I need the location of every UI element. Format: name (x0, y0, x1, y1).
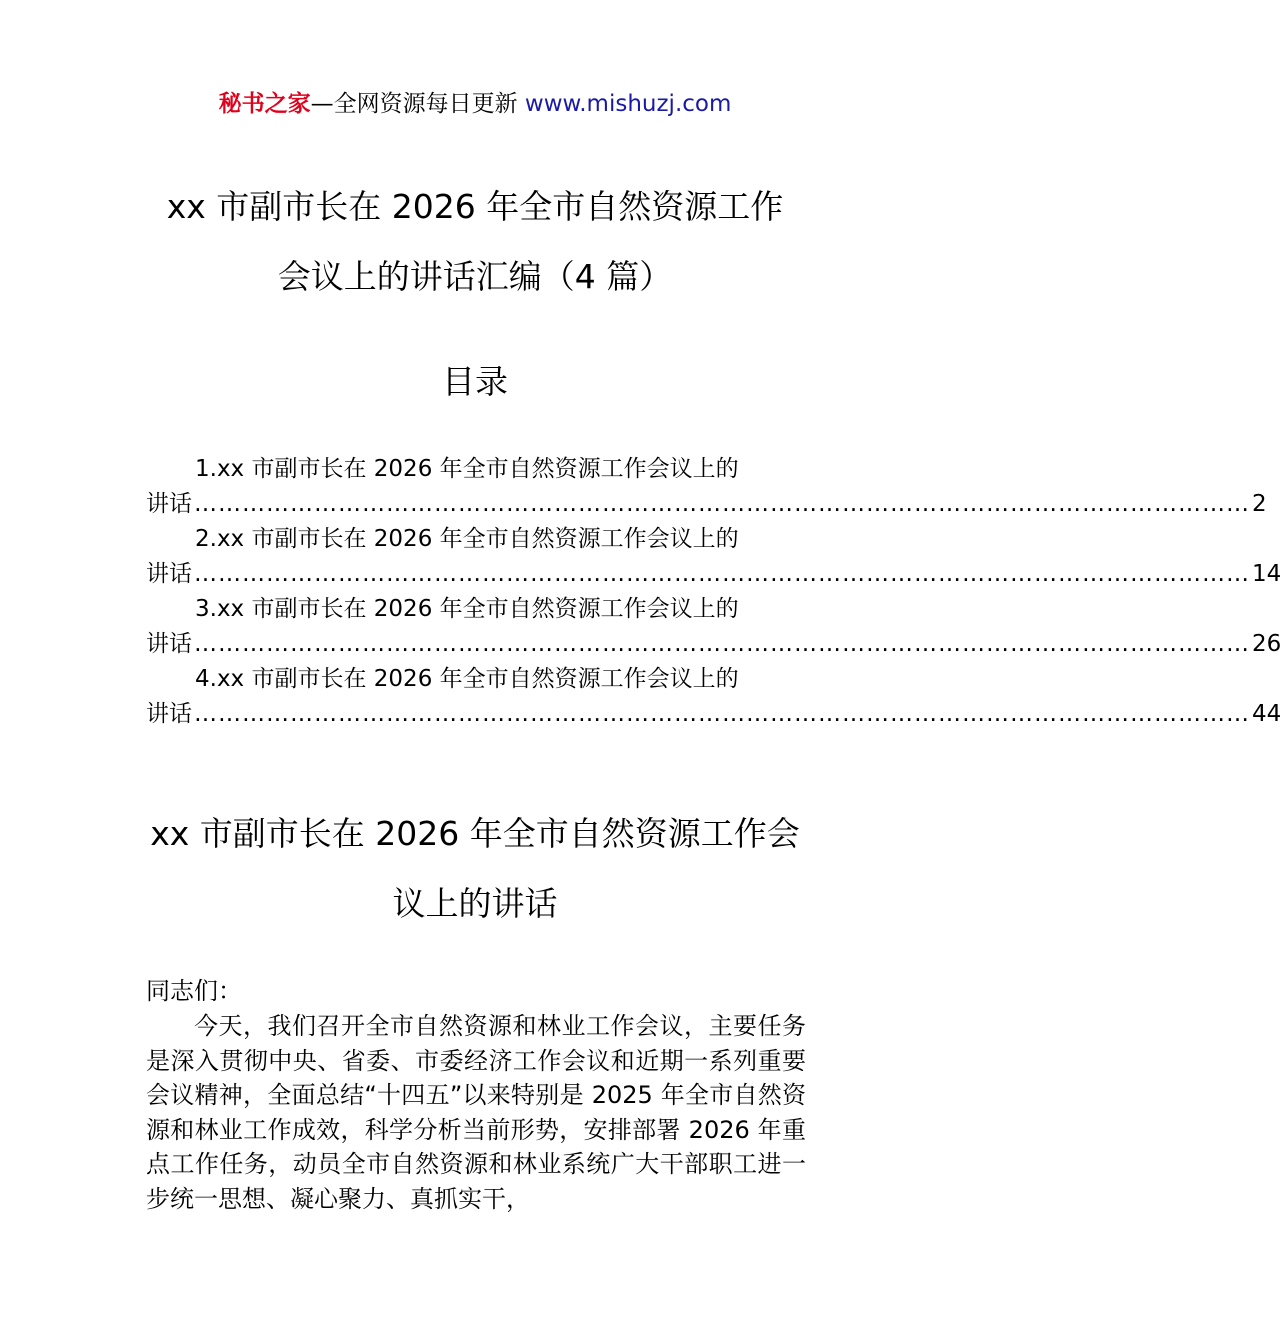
toc-entry-title: 3.xx 市副市长在 2026 年全市自然资源工作会议上的 (195, 596, 739, 622)
table-of-contents (146, 452, 1281, 732)
toc-entry-title-cont: 讲话 (146, 491, 192, 517)
site-header (0, 86, 950, 122)
toc-page-number: 14 (1252, 561, 1281, 587)
toc-entry-title-cont: 讲话 (146, 561, 192, 587)
section-title-line2: 议上的讲话 (392, 884, 558, 923)
toc-entry-title: 4.xx 市副市长在 2026 年全市自然资源工作会议上的 (195, 666, 739, 692)
toc-entry-title: 1.xx 市副市长在 2026 年全市自然资源工作会议上的 (195, 456, 739, 482)
salutation: 同志们： (146, 977, 242, 1005)
header-tagline: —全网资源每日更新 (310, 91, 525, 117)
toc-entry[interactable] (146, 592, 1281, 662)
section-title-line1: xx 市副市长在 2026 年全市自然资源工作会 (150, 814, 800, 853)
toc-entry[interactable] (146, 662, 1281, 732)
toc-leader-dots: …………………………………………………………………………………………………………………… (194, 631, 1250, 657)
document-title-line2: 会议上的讲话汇编（4 篇） (277, 257, 673, 296)
toc-page-number: 26 (1252, 631, 1281, 657)
toc-entry-title: 2.xx 市副市长在 2026 年全市自然资源工作会议上的 (195, 526, 739, 552)
toc-entry[interactable] (146, 452, 1267, 522)
toc-entry-title-cont: 讲话 (146, 701, 192, 727)
document-title-line1: xx 市副市长在 2026 年全市自然资源工作 (166, 187, 784, 226)
toc-leader-dots: …………………………………………………………………………………………………………………… (194, 701, 1250, 727)
body-paragraph: 今天，我们召开全市自然资源和林业工作会议，主要任务是深入贯彻中央、省委、市委经济工作会议和近期一系列重要会议精神，全面总结“十四五”以来特别是 2025 年全市自然资源和林业工作成效，科学分析当前形势，安排部署 2026 年重点工作任务，动员全市自然资源和林业系统广大干部职工进一步统一思想、凝心聚力、真抓实干， (146, 1012, 806, 1213)
toc-heading: 目录 (442, 362, 508, 401)
toc-entry[interactable] (146, 522, 1281, 592)
site-url-link[interactable]: www.mishuzj.com (524, 91, 732, 117)
toc-entry-title-cont: 讲话 (146, 631, 192, 657)
toc-leader-dots: …………………………………………………………………………………………………………………… (194, 561, 1250, 587)
brand-name: 秘书之家 (218, 91, 311, 117)
toc-leader-dots: …………………………………………………………………………………………………………………… (194, 491, 1250, 517)
toc-page-number: 44 (1252, 701, 1281, 727)
toc-page-number: 2 (1252, 491, 1267, 517)
